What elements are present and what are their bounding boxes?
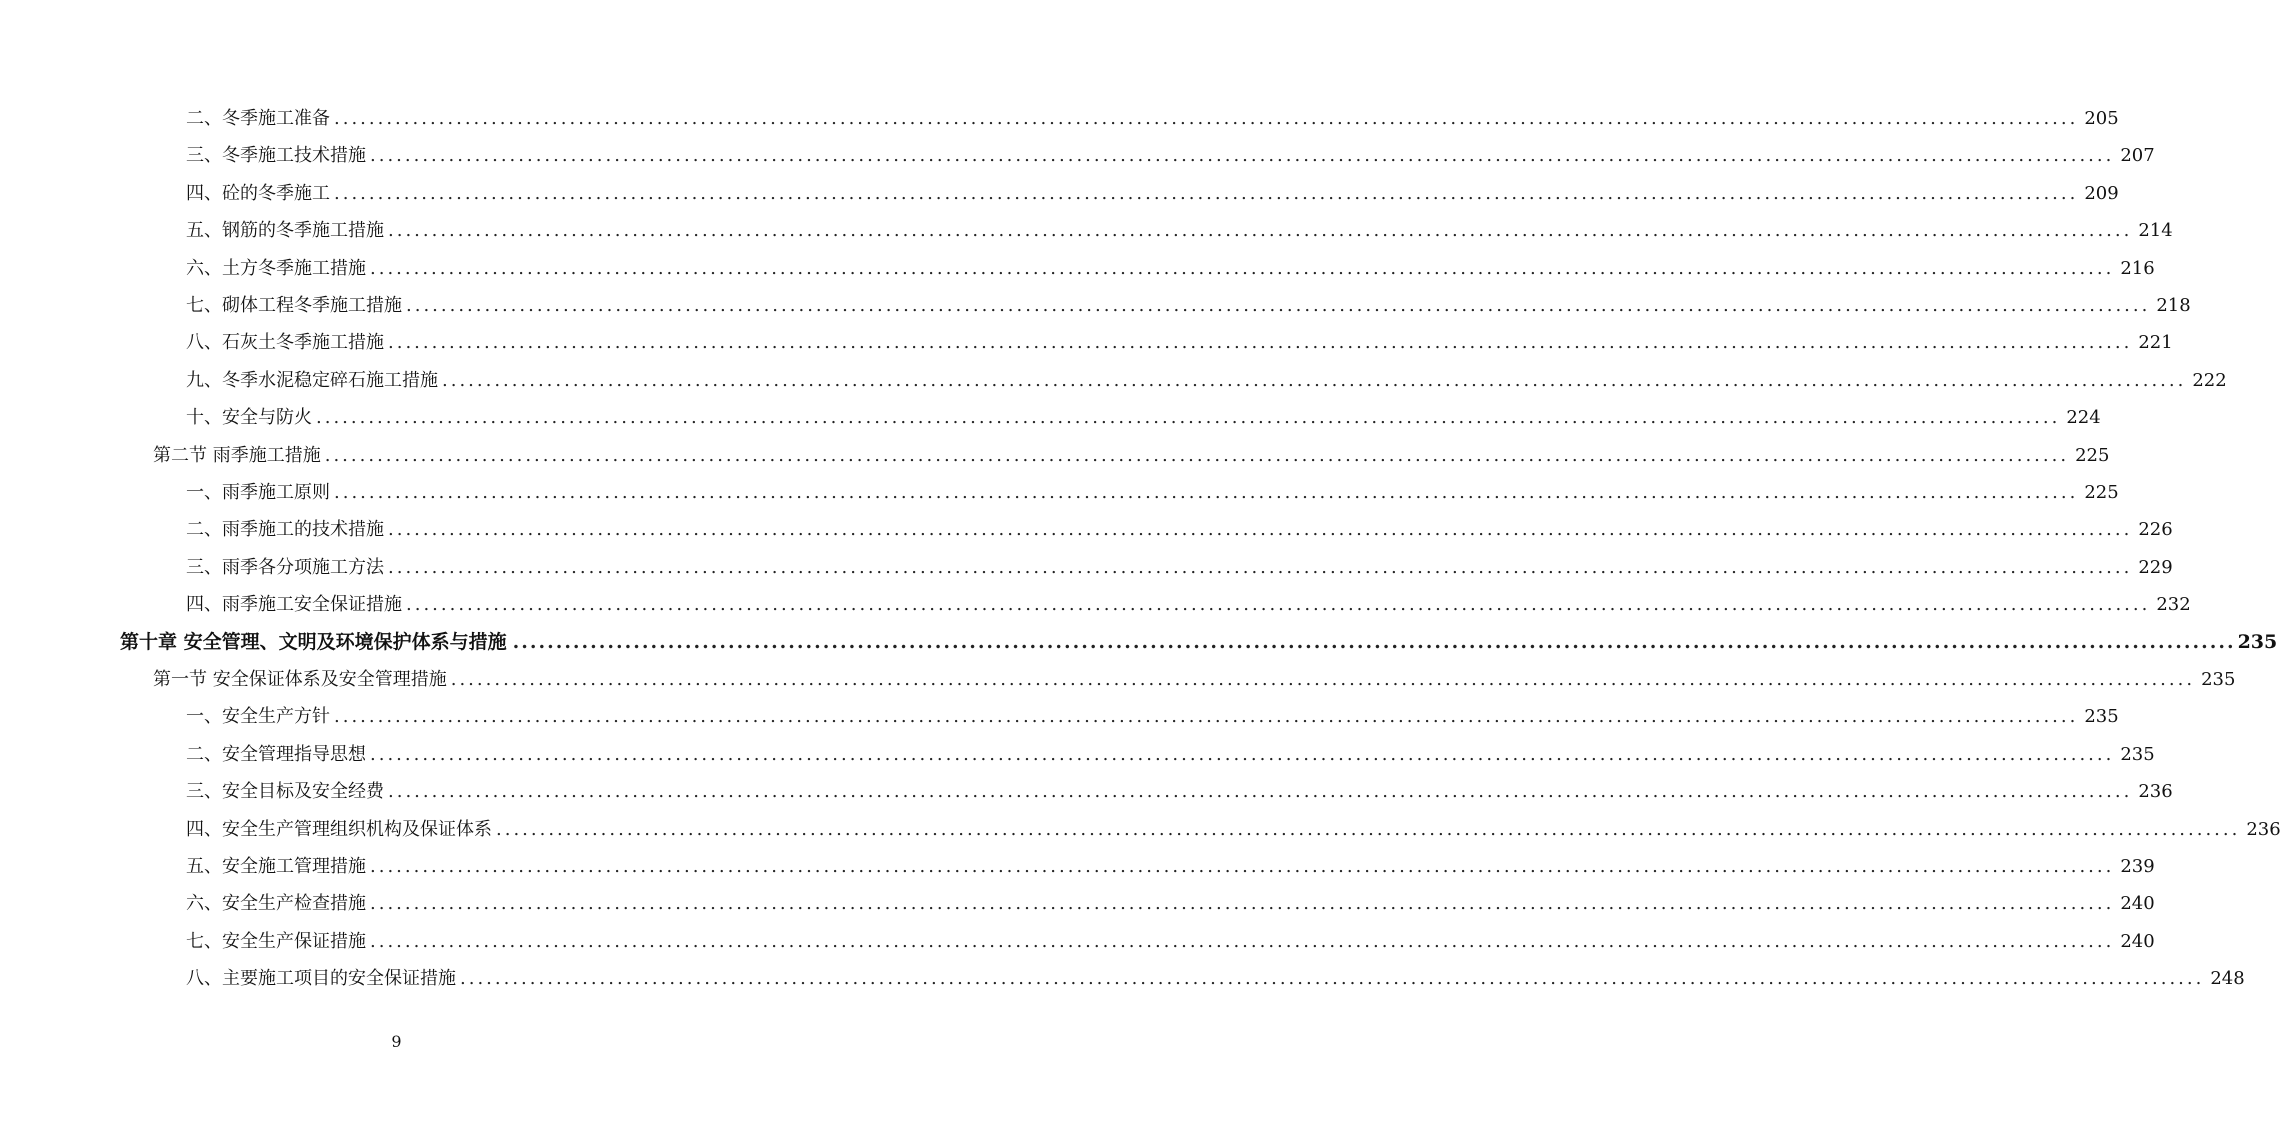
toc-entry-title: 五、安全施工管理措施 [186, 856, 366, 877]
toc-entry[interactable] [186, 137, 2155, 174]
toc-section-entry[interactable] [153, 437, 2110, 474]
toc-entry-title: 九、冬季水泥稳定碎石施工措施 [186, 369, 438, 391]
toc-entry[interactable] [186, 212, 2173, 249]
toc-entry-title: 六、安全生产检查措施 [186, 893, 366, 915]
toc-entry-page: 232 [2156, 594, 2191, 616]
toc-entry-title: 七、砌体工程冬季施工措施 [186, 295, 402, 316]
toc-entry-page: 216 [2120, 257, 2155, 279]
toc-entry[interactable] [186, 848, 2155, 885]
toc-leader-dots: ........................................................................................................................................................................................................ [370, 930, 2115, 952]
toc-leader-dots: ........................................................................................................................................................................................................ [450, 669, 2196, 690]
toc-leader-dots: ........................................................................................................................................................................................................ [334, 108, 2079, 129]
toc-leader-dots: ........................................................................................................................................................................................................ [388, 519, 2133, 541]
toc-entry-title: 二、安全管理指导思想 [186, 743, 366, 765]
toc-entry-page: 235 [2201, 669, 2236, 690]
toc-entry[interactable] [186, 549, 2173, 586]
toc-entry-page: 236 [2246, 818, 2281, 840]
toc-entry-page: 222 [2192, 369, 2227, 391]
toc-entry-title: 三、雨季各分项施工方法 [186, 556, 384, 578]
toc-leader-dots: ........................................................................................................................................................................................................ [334, 182, 2079, 204]
toc-entry-page: 209 [2084, 182, 2119, 204]
toc-entry[interactable] [186, 175, 2119, 212]
toc-entry-page: 235 [2237, 630, 2278, 653]
toc-entry[interactable] [186, 773, 2173, 810]
toc-leader-dots: ........................................................................................................................................................................................................ [370, 145, 2115, 167]
toc-entry[interactable] [186, 736, 2155, 773]
toc-entry-page: 218 [2156, 295, 2191, 316]
toc-entry[interactable] [186, 474, 2119, 511]
toc-leader-dots: ........................................................................................................................................................................................................ [406, 594, 2151, 616]
toc-entry-title: 一、安全生产方针 [186, 706, 330, 728]
toc-entry-title: 第二节 雨季施工措施 [153, 444, 321, 466]
toc-entry-page: 207 [2120, 145, 2155, 167]
toc-leader-dots: ........................................................................................................................................................................................................ [388, 556, 2133, 578]
toc-entry[interactable] [186, 698, 2119, 735]
toc-entry-title: 四、砼的冬季施工 [186, 182, 330, 204]
toc-entry-title: 二、雨季施工的技术措施 [186, 519, 384, 541]
toc-entry-page: 235 [2084, 706, 2119, 728]
toc-entry-page: 235 [2120, 743, 2155, 765]
toc-leader-dots: ........................................................................................................................................................................................................ [370, 743, 2115, 765]
toc-entry[interactable] [186, 586, 2191, 623]
toc-leader-dots: ........................................................................................................................................................................................................ [460, 968, 2205, 990]
toc-entry-title: 十、安全与防火 [186, 407, 312, 429]
toc-leader-dots: ........................................................................................................................................................................................................ [496, 818, 2241, 840]
toc-leader-dots: ........................................................................................................................................................................................................ [406, 295, 2151, 316]
toc-entry[interactable] [186, 811, 2281, 848]
toc-entry-page: 229 [2138, 556, 2173, 578]
toc-entry-title: 八、石灰土冬季施工措施 [186, 332, 384, 354]
toc-entry-title: 六、土方冬季施工措施 [186, 257, 366, 279]
toc-entry[interactable] [186, 399, 2101, 436]
toc-entry-page: 248 [2210, 968, 2245, 990]
toc-leader-dots: ........................................................................................................................................................................................................ [388, 220, 2133, 242]
toc-entry[interactable] [186, 324, 2173, 361]
page-number: 9 [391, 1032, 402, 1051]
toc-entry-page: 214 [2138, 220, 2173, 242]
toc-entry-title: 第一节 安全保证体系及安全管理措施 [153, 669, 447, 690]
toc-leader-dots: ........................................................................................................................................................................................................ [388, 332, 2133, 354]
toc-entry-page: 221 [2138, 332, 2173, 354]
toc-leader-dots: ........................................................................................................................................................................................................ [370, 893, 2115, 915]
toc-leader-dots: ........................................................................................................................................................................................................ [334, 706, 2079, 728]
toc-entry-title: 三、冬季施工技术措施 [186, 145, 366, 167]
toc-entry-page: 225 [2084, 482, 2119, 503]
toc-entry-title: 五、钢筋的冬季施工措施 [186, 220, 384, 242]
toc-section-entry[interactable] [153, 661, 2236, 698]
toc-entry-page: 240 [2120, 930, 2155, 952]
toc-entry-title: 二、冬季施工准备 [186, 108, 330, 129]
toc-leader-dots: ........................................................................................................................................................................................................ [316, 407, 2061, 429]
toc-leader-dots: ........................................................................................................................................................................................................ [334, 482, 2079, 503]
toc-leader-dots: ........................................................................................................................................................................................................ [324, 444, 2070, 466]
toc-entry[interactable] [186, 923, 2155, 960]
toc-entry-page: 240 [2120, 893, 2155, 915]
toc-entry-title: 四、雨季施工安全保证措施 [186, 594, 402, 616]
toc-entry-page: 224 [2066, 407, 2101, 429]
toc-entry[interactable] [186, 362, 2227, 399]
toc-entry-title: 三、安全目标及安全经费 [186, 781, 384, 803]
toc-entry[interactable] [186, 250, 2155, 287]
toc-entry[interactable] [186, 287, 2191, 324]
toc-entry-page: 236 [2138, 781, 2173, 803]
toc-leader-dots: ........................................................................................................................................................................................................ [512, 630, 2236, 653]
toc-entry-page: 205 [2084, 108, 2119, 129]
toc-entry[interactable] [186, 960, 2245, 997]
toc-entry-title: 八、主要施工项目的安全保证措施 [186, 968, 456, 990]
toc-leader-dots: ........................................................................................................................................................................................................ [442, 369, 2187, 391]
toc-entry-title: 第十章 安全管理、文明及环境保护体系与措施 [120, 630, 507, 653]
toc-entry[interactable] [186, 885, 2155, 922]
toc-entry-title: 四、安全生产管理组织机构及保证体系 [186, 818, 492, 840]
toc-entry-page: 225 [2075, 444, 2110, 466]
toc-entry-title: 一、雨季施工原则 [186, 482, 330, 503]
toc-chapter-entry[interactable] [120, 624, 2278, 661]
toc-leader-dots: ........................................................................................................................................................................................................ [370, 257, 2115, 279]
toc-entry[interactable] [186, 511, 2173, 548]
toc-entry-title: 七、安全生产保证措施 [186, 930, 366, 952]
toc-leader-dots: ........................................................................................................................................................................................................ [370, 856, 2115, 877]
toc-leader-dots: ........................................................................................................................................................................................................ [388, 781, 2133, 803]
toc-entry-page: 239 [2120, 856, 2155, 877]
toc-entry-page: 226 [2138, 519, 2173, 541]
toc-entry[interactable] [186, 100, 2119, 137]
